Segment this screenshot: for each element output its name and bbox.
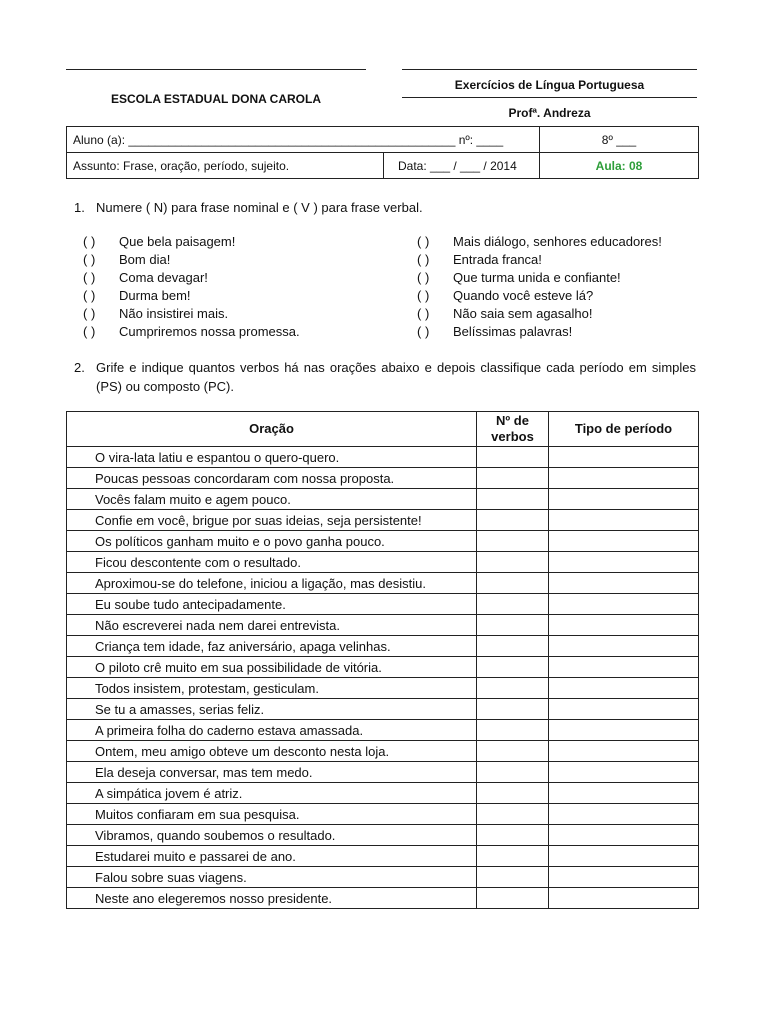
sentence-cell: Se tu a amasses, serias feliz. xyxy=(67,699,477,720)
sentence-cell: Não escreverei nada nem darei entrevista. xyxy=(67,615,477,636)
question-1-item-text: Mais diálogo, senhores educadores! xyxy=(453,234,662,249)
question-1-item-text: Coma devagar! xyxy=(119,270,208,285)
sentence-cell: Vibramos, quando soubemos o resultado. xyxy=(67,825,477,846)
question-1-right-list xyxy=(417,233,662,341)
answer-blank[interactable]: ( ) xyxy=(83,252,96,267)
sentence-cell: Ontem, meu amigo obteve um desconto nesta loja. xyxy=(67,741,477,762)
grade-field[interactable]: 8º ___ xyxy=(540,127,699,153)
period-type-cell[interactable] xyxy=(549,846,699,867)
column-header-sentence: Oração xyxy=(67,412,477,447)
question-1-item-text: Quando você esteve lá? xyxy=(453,288,594,303)
verb-count-cell[interactable] xyxy=(477,762,549,783)
period-type-cell[interactable] xyxy=(549,699,699,720)
question-1-item-text: Não saia sem agasalho! xyxy=(453,306,593,321)
period-type-cell[interactable] xyxy=(549,888,699,909)
table-row xyxy=(67,846,699,867)
sentence-cell: A simpática jovem é atriz. xyxy=(67,783,477,804)
question-1-text: Numere ( N) para frase nominal e ( V ) para frase verbal. xyxy=(96,200,423,215)
answer-blank[interactable]: ( ) xyxy=(417,234,430,249)
question-1-item xyxy=(417,323,662,341)
table-row xyxy=(67,867,699,888)
period-type-cell[interactable] xyxy=(549,510,699,531)
question-1-item xyxy=(417,233,662,251)
verb-count-cell[interactable] xyxy=(477,552,549,573)
table-row xyxy=(67,783,699,804)
table-row xyxy=(67,615,699,636)
question-1-item xyxy=(83,305,300,323)
sentence-cell: O piloto crê muito em sua possibilidade de vitória. xyxy=(67,657,477,678)
sentence-cell: Falou sobre suas viagens. xyxy=(67,867,477,888)
period-type-cell[interactable] xyxy=(549,804,699,825)
sentence-cell: Ficou descontente com o resultado. xyxy=(67,552,477,573)
question-2-text: Grife e indique quantos verbos há nas orações abaixo e depois classifique cada período em simples (PS) ou composto (PC). xyxy=(96,360,696,394)
sentence-cell: Neste ano elegeremos nosso presidente. xyxy=(67,888,477,909)
period-type-cell[interactable] xyxy=(549,531,699,552)
sentence-cell: Aproximou-se do telefone, iniciou a ligação, mas desistiu. xyxy=(67,573,477,594)
student-info-table xyxy=(66,126,699,179)
answer-blank[interactable]: ( ) xyxy=(83,270,96,285)
answer-blank[interactable]: ( ) xyxy=(83,324,96,339)
question-1-item-text: Entrada franca! xyxy=(453,252,542,267)
verb-count-cell[interactable] xyxy=(477,888,549,909)
sentence-cell: Muitos confiaram em sua pesquisa. xyxy=(67,804,477,825)
period-type-cell[interactable] xyxy=(549,594,699,615)
table-row xyxy=(67,720,699,741)
table-row xyxy=(67,678,699,699)
table-row xyxy=(67,468,699,489)
period-type-cell[interactable] xyxy=(549,552,699,573)
verb-count-cell[interactable] xyxy=(477,720,549,741)
question-1-item xyxy=(417,305,662,323)
answer-blank[interactable]: ( ) xyxy=(417,288,430,303)
question-2-number: 2. xyxy=(74,360,85,375)
teacher-name: Profª. Andreza xyxy=(508,106,591,120)
answer-blank[interactable]: ( ) xyxy=(417,324,430,339)
period-type-cell[interactable] xyxy=(549,825,699,846)
sentence-cell: Ela deseja conversar, mas tem medo. xyxy=(67,762,477,783)
table-row xyxy=(67,573,699,594)
verb-count-cell[interactable] xyxy=(477,678,549,699)
question-1-item-text: Que turma unida e confiante! xyxy=(453,270,621,285)
table-row xyxy=(67,447,699,468)
exercise-table-body xyxy=(67,447,699,909)
sentence-cell: Criança tem idade, faz aniversário, apaga velinhas. xyxy=(67,636,477,657)
verb-count-cell[interactable] xyxy=(477,825,549,846)
table-row xyxy=(67,489,699,510)
period-type-cell[interactable] xyxy=(549,762,699,783)
verb-count-cell[interactable] xyxy=(477,510,549,531)
period-type-cell[interactable] xyxy=(549,615,699,636)
question-1-number: 1. xyxy=(74,200,85,215)
question-1-item xyxy=(83,287,300,305)
school-name: ESCOLA ESTADUAL DONA CAROLA xyxy=(111,92,321,106)
table-row xyxy=(67,510,699,531)
verb-count-cell[interactable] xyxy=(477,489,549,510)
table-row xyxy=(67,531,699,552)
verb-count-cell[interactable] xyxy=(477,783,549,804)
verb-count-cell[interactable] xyxy=(477,741,549,762)
sentence-cell: Estudarei muito e passarei de ano. xyxy=(67,846,477,867)
question-1-item xyxy=(417,251,662,269)
table-row xyxy=(67,636,699,657)
question-1-item-text: Bom dia! xyxy=(119,252,171,267)
sentence-cell: Os políticos ganham muito e o povo ganha pouco. xyxy=(67,531,477,552)
verb-count-cell[interactable] xyxy=(477,846,549,867)
table-row xyxy=(67,804,699,825)
subject-bottom-line xyxy=(402,97,697,98)
sentence-cell: Vocês falam muito e agem pouco. xyxy=(67,489,477,510)
school-signature-line xyxy=(66,69,366,70)
question-1-item-text: Cumpriremos nossa promessa. xyxy=(119,324,300,339)
verb-count-cell[interactable] xyxy=(477,699,549,720)
table-row xyxy=(67,762,699,783)
sentence-cell: Todos insistem, protestam, gesticulam. xyxy=(67,678,477,699)
verb-count-cell[interactable] xyxy=(477,447,549,468)
verb-count-cell[interactable] xyxy=(477,804,549,825)
column-header-verb-count xyxy=(477,412,549,447)
sentence-cell: A primeira folha do caderno estava amassada. xyxy=(67,720,477,741)
verb-count-cell[interactable] xyxy=(477,615,549,636)
table-row xyxy=(67,741,699,762)
question-1-item-text: Que bela paisagem! xyxy=(119,234,236,249)
table-row xyxy=(67,699,699,720)
lesson-label: Aula: 08 xyxy=(540,153,699,179)
question-1-item xyxy=(83,233,300,251)
question-1-title xyxy=(74,200,423,215)
question-1-item xyxy=(83,323,300,341)
verb-count-cell[interactable] xyxy=(477,594,549,615)
sentence-cell: Eu soube tudo antecipadamente. xyxy=(67,594,477,615)
date-field[interactable]: Data: ___ / ___ / 2014 xyxy=(384,153,540,179)
student-name-field[interactable]: Aluno (a): _________________________________________________ nº: ____ xyxy=(67,127,540,153)
topic-label: Assunto: Frase, oração, período, sujeito. xyxy=(67,153,384,179)
period-type-cell[interactable] xyxy=(549,636,699,657)
verb-count-cell[interactable] xyxy=(477,468,549,489)
table-row xyxy=(67,657,699,678)
period-type-cell[interactable] xyxy=(549,573,699,594)
table-row xyxy=(67,552,699,573)
question-1-item-text: Belíssimas palavras! xyxy=(453,324,573,339)
sentence-cell: Poucas pessoas concordaram com nossa proposta. xyxy=(67,468,477,489)
question-1-left-list xyxy=(83,233,300,341)
sentence-cell: O vira-lata latiu e espantou o quero-quero. xyxy=(67,447,477,468)
period-type-cell[interactable] xyxy=(549,489,699,510)
exercise-table xyxy=(66,411,699,909)
verb-count-cell[interactable] xyxy=(477,657,549,678)
verb-count-cell[interactable] xyxy=(477,867,549,888)
answer-blank[interactable]: ( ) xyxy=(417,270,430,285)
period-type-cell[interactable] xyxy=(549,720,699,741)
question-1-item xyxy=(83,269,300,287)
period-type-cell[interactable] xyxy=(549,657,699,678)
question-1-item xyxy=(83,251,300,269)
sentence-cell: Confie em você, brigue por suas ideias, seja persistente! xyxy=(67,510,477,531)
answer-blank[interactable]: ( ) xyxy=(83,234,96,249)
question-1-item-text: Não insistirei mais. xyxy=(119,306,229,321)
table-row xyxy=(67,825,699,846)
period-type-cell[interactable] xyxy=(549,468,699,489)
period-type-cell[interactable] xyxy=(549,783,699,804)
subject-title: Exercícios de Língua Portuguesa xyxy=(454,78,645,92)
verb-count-cell[interactable] xyxy=(477,531,549,552)
period-type-cell[interactable] xyxy=(549,447,699,468)
question-1-item xyxy=(417,287,662,305)
answer-blank[interactable]: ( ) xyxy=(83,306,96,321)
subject-top-line xyxy=(402,69,697,70)
answer-blank[interactable]: ( ) xyxy=(417,252,430,267)
answer-blank[interactable]: ( ) xyxy=(83,288,96,303)
period-type-cell[interactable] xyxy=(549,867,699,888)
column-header-verb-count-label: Nº de verbos xyxy=(491,413,534,444)
column-header-period-type: Tipo de período xyxy=(549,412,699,447)
question-1-item-text: Durma bem! xyxy=(119,288,191,303)
table-row xyxy=(67,888,699,909)
table-row xyxy=(67,594,699,615)
period-type-cell[interactable] xyxy=(549,678,699,699)
verb-count-cell[interactable] xyxy=(477,636,549,657)
answer-blank[interactable]: ( ) xyxy=(417,306,430,321)
verb-count-cell[interactable] xyxy=(477,573,549,594)
period-type-cell[interactable] xyxy=(549,741,699,762)
question-2-title xyxy=(74,358,696,396)
question-1-item xyxy=(417,269,662,287)
